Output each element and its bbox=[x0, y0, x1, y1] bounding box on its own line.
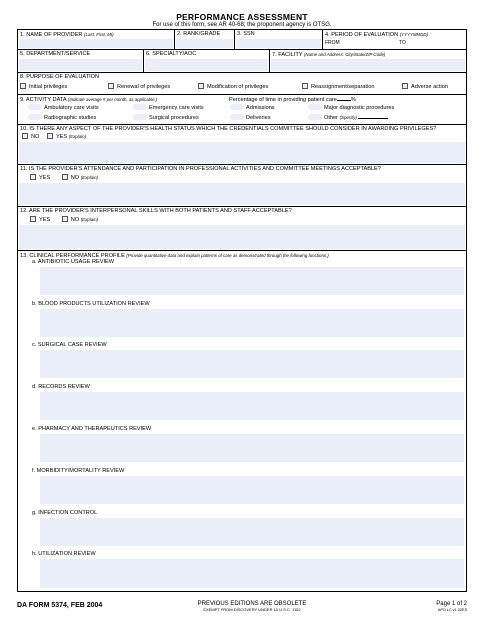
performance-assessment-form bbox=[17, 13, 467, 592]
exempt-notice: EXEMPT FROM DISCOVERY UNDER 10 U.S.C. 1102 bbox=[203, 607, 301, 612]
provider-name-label: 1. NAME OF PROVIDER bbox=[20, 32, 83, 38]
q10-yes-checkbox[interactable] bbox=[47, 133, 53, 139]
form-title: PERFORMANCE ASSESSMENT bbox=[176, 12, 308, 22]
purpose-row bbox=[18, 73, 466, 95]
rank-field[interactable] bbox=[176, 39, 233, 48]
section-d-label: d. RECORDS REVIEW bbox=[32, 384, 90, 390]
q12-no-label: NO bbox=[70, 217, 80, 223]
purpose-modification[interactable]: Modification of privileges bbox=[198, 83, 268, 91]
purpose-adverse[interactable]: Adverse action bbox=[402, 83, 448, 91]
purpose-renewal[interactable]: Renewal of privileges bbox=[108, 83, 170, 91]
purpose-cell bbox=[18, 73, 466, 94]
pct-input[interactable] bbox=[337, 96, 351, 101]
activity-deliveries[interactable]: Deliveries bbox=[230, 114, 271, 122]
q10-yes-label: YES bbox=[55, 134, 68, 140]
purpose-initial[interactable]: Initial privileges bbox=[20, 83, 67, 91]
section-c-field[interactable] bbox=[40, 350, 464, 378]
q11-cell bbox=[18, 165, 466, 206]
q11-no-label: NO bbox=[70, 175, 80, 181]
period-hint: (YYYYMMDD) bbox=[399, 32, 429, 37]
footer-page-info bbox=[436, 601, 467, 613]
count-input[interactable] bbox=[230, 114, 244, 120]
form-version: APD LC v1.02ES bbox=[437, 608, 467, 612]
facility-label: 7. FACILITY bbox=[272, 52, 303, 58]
q10-text: 10. IS THERE ANY ASPECT OF THE PROVIDER'S HEALTH STATUS WHICH THE CREDENTIALS COMMITTEE SHOULD CONSIDER IN AWARDING PRIVILEGES? bbox=[20, 126, 437, 132]
q11-text: 11. IS THE PROVIDER'S ATTENDANCE AND PARTICIPATION IN PROFESSIONAL ACTIVITIES AND COMMITTEE MEETINGS ACCEPTABLE? bbox=[20, 166, 381, 172]
footer-notice bbox=[177, 601, 327, 613]
section-f-field[interactable] bbox=[40, 476, 464, 504]
count-input[interactable] bbox=[28, 104, 42, 110]
section-g-field[interactable] bbox=[40, 518, 464, 546]
q12-cell bbox=[18, 207, 466, 250]
facility-hint: (Name and Address: City/State/ZIP Code) bbox=[303, 52, 386, 57]
section-h-label: h. UTILIZATION REVIEW bbox=[32, 551, 96, 557]
form-grid bbox=[17, 29, 467, 592]
provider-name-hint: (Last, First, MI) bbox=[84, 32, 114, 37]
activity-row bbox=[18, 95, 466, 125]
q11-yes-label: YES bbox=[39, 175, 51, 181]
section-g-label: g. INFECTION CONTROL bbox=[32, 510, 98, 516]
checkbox-icon bbox=[302, 83, 308, 89]
checkbox-icon bbox=[108, 83, 114, 89]
activity-hint: (Indicate average # per month, as applicable.) bbox=[67, 97, 158, 102]
q11-yes-checkbox[interactable] bbox=[30, 174, 36, 180]
facility-field[interactable] bbox=[271, 59, 465, 71]
patient-care-pct: Percentage of time in providing patient care % bbox=[229, 97, 356, 103]
q12-text: 12. ARE THE PROVIDER'S INTERPERSONAL SKILLS WITH BOTH PATIENTS AND STAFF ACCEPTABLE? bbox=[20, 208, 292, 214]
ssn-cell bbox=[235, 30, 323, 49]
q12-hint: (Explain) bbox=[80, 217, 99, 222]
specialty-field[interactable] bbox=[145, 59, 268, 71]
q11-row bbox=[18, 165, 466, 207]
specialty-cell bbox=[144, 50, 270, 72]
rank-label: 2. RANK/GRADE bbox=[177, 31, 221, 37]
period-from-label: FROM bbox=[325, 40, 340, 46]
q10-hint: (Explain) bbox=[68, 134, 87, 139]
checkbox-icon bbox=[198, 83, 204, 89]
location-row bbox=[18, 50, 466, 73]
section-h-field[interactable] bbox=[40, 559, 464, 588]
count-input[interactable] bbox=[133, 114, 147, 120]
q12-yes-checkbox[interactable] bbox=[30, 216, 36, 222]
activity-label: 9. ACTIVITY DATA bbox=[20, 97, 67, 103]
checkbox-icon bbox=[402, 83, 408, 89]
period-label: 4. PERIOD OF EVALUATION bbox=[325, 32, 399, 38]
section-a-field[interactable] bbox=[40, 267, 464, 295]
q10-row bbox=[18, 125, 466, 165]
checkbox-icon bbox=[20, 83, 26, 89]
activity-major-diagnostic[interactable]: Major diagnostic procedures bbox=[308, 104, 394, 112]
section-f-label: f. MORBIDITY/MORTALITY REVIEW bbox=[32, 468, 125, 474]
activity-surgical[interactable]: Surgical procedures bbox=[133, 114, 199, 122]
purpose-label: 8. PURPOSE OF EVALUATION bbox=[20, 74, 100, 80]
ssn-label: 3. SSN bbox=[237, 31, 255, 37]
obsolete-notice: PREVIOUS EDITIONS ARE OBSOLETE bbox=[197, 601, 307, 607]
facility-cell bbox=[270, 50, 466, 72]
activity-emergency[interactable]: Emergency care visits bbox=[133, 104, 204, 112]
q11-explain-field[interactable] bbox=[19, 183, 465, 205]
period-cell bbox=[323, 30, 466, 49]
activity-other[interactable]: Other (Specify) bbox=[308, 114, 388, 122]
ssn-field[interactable] bbox=[236, 39, 321, 48]
q10-cell bbox=[18, 125, 466, 164]
section-c-label: c. SURGICAL CASE REVIEW bbox=[32, 342, 107, 348]
section-a-label: a. ANTIBIOTIC USAGE REVIEW bbox=[32, 259, 115, 265]
form-id: DA FORM 5374, FEB 2004 bbox=[17, 602, 103, 609]
other-specify-input[interactable] bbox=[358, 114, 388, 119]
profile-cell bbox=[18, 251, 466, 591]
count-input[interactable] bbox=[230, 104, 244, 110]
q12-row bbox=[18, 207, 466, 251]
activity-radiographic[interactable]: Radiographic studies bbox=[28, 114, 96, 122]
q12-yes-label: YES bbox=[39, 217, 51, 223]
count-input[interactable] bbox=[308, 104, 322, 110]
q11-no-checkbox[interactable] bbox=[62, 174, 68, 180]
provider-name-cell bbox=[18, 30, 175, 49]
specialty-label: 6. SPECIALTY/AOC bbox=[146, 51, 197, 57]
section-e-field[interactable] bbox=[40, 434, 464, 462]
q11-hint: (Explain) bbox=[80, 175, 99, 180]
activity-cell bbox=[18, 95, 466, 124]
activity-ambulatory[interactable]: Ambulatory care visits bbox=[28, 104, 99, 112]
section-e-label: e. PHARMACY AND THERAPEUTICS REVIEW bbox=[32, 426, 152, 432]
period-to-label: TO bbox=[399, 40, 406, 46]
department-cell bbox=[18, 50, 144, 72]
section-b-field[interactable] bbox=[40, 309, 464, 337]
department-field[interactable] bbox=[19, 59, 142, 71]
q10-no-label: NO bbox=[31, 134, 40, 140]
department-label: 5. DEPARTMENT/SERVICE bbox=[20, 51, 91, 57]
count-input[interactable] bbox=[133, 104, 147, 110]
page-number: Page 1 of 2 bbox=[436, 601, 467, 607]
purpose-reassignment[interactable]: Reassignment/separation bbox=[302, 83, 374, 91]
profile-row bbox=[18, 251, 466, 591]
rank-cell bbox=[175, 30, 235, 49]
activity-admissions[interactable]: Admissions bbox=[230, 104, 275, 112]
profile-hint: (Provide quantitative data and explain patterns of care as demonstrated through the following functions.) bbox=[126, 253, 329, 258]
count-input[interactable] bbox=[28, 114, 42, 120]
profile-label: 13. CLINICAL PERFORMANCE PROFILE bbox=[20, 253, 125, 259]
q12-no-checkbox[interactable] bbox=[62, 216, 68, 222]
count-input[interactable] bbox=[308, 114, 322, 120]
q10-no-checkbox[interactable] bbox=[22, 133, 28, 139]
section-b-label: b. BLOOD PRODUCTS UTILIZATION REVIEW bbox=[32, 301, 150, 307]
identity-row bbox=[18, 30, 466, 50]
form-subtitle: For use of this form, see AR 40-68; the proponent agency is OTSG. bbox=[152, 22, 332, 28]
form-footer bbox=[17, 600, 467, 620]
q12-explain-field[interactable] bbox=[19, 225, 465, 249]
provider-name-field[interactable] bbox=[19, 39, 173, 48]
q10-explain-field[interactable] bbox=[19, 142, 465, 163]
section-d-field[interactable] bbox=[40, 392, 464, 420]
